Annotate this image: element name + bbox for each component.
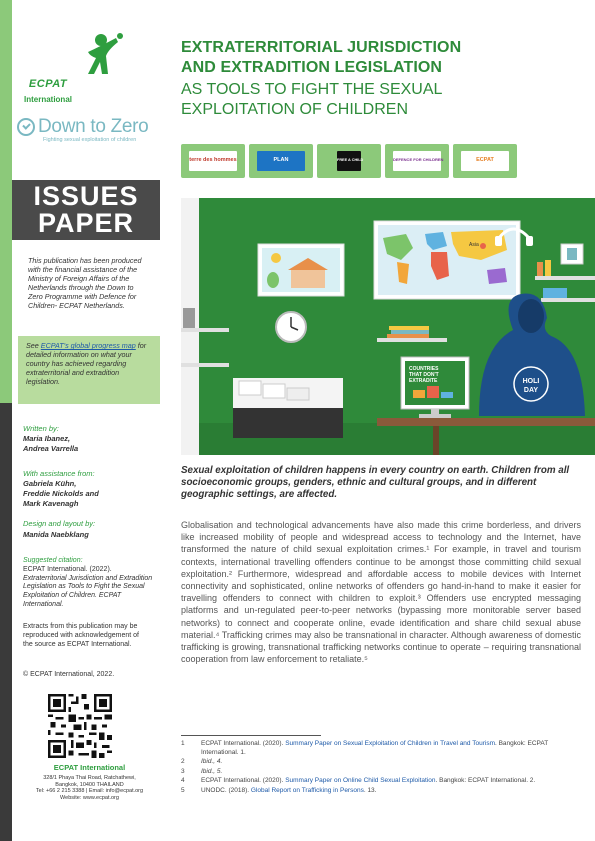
designer-name: Manida Naebklang (23, 530, 89, 539)
footnote-number: 5 (181, 786, 185, 794)
assistance-names (23, 479, 99, 509)
partner-free-a-child (317, 144, 381, 178)
contact-block (12, 765, 167, 802)
suggested-citation-label: Suggested citation: (23, 557, 83, 564)
footnote-pre: UNODC. (2018). (201, 786, 251, 794)
down-to-zero-title: Down to Zero (38, 116, 149, 137)
page-subtitle (181, 80, 442, 120)
footnote-post: . 13. (363, 786, 377, 794)
contributor-name: Freddie Nickolds and (23, 489, 99, 498)
hoodie-text: HOLI (522, 378, 540, 385)
house-picture-frame (258, 244, 344, 296)
progress-map-callout (18, 336, 160, 404)
intro-paragraph: Sexual exploitation of children happens in every country on earth. Children from all socioeconomic groups, genders, ethnic and cultural groups, and in different geographic settings, are affected. (181, 465, 570, 501)
contributor-name: Gabriela Kühn, (23, 479, 77, 488)
screen-text: THAT DON'T (409, 372, 439, 378)
partner-logo (393, 151, 444, 171)
contact-org-name: ECPAT International (53, 763, 126, 772)
contact-address: 328/1 Phaya Thai Road, Ratchathewi, (43, 774, 136, 781)
footnote-link[interactable]: Summary Paper on Online Child Sexual Exploitation (285, 777, 436, 785)
footnote-text (201, 787, 376, 796)
footnote-text (201, 777, 535, 786)
partner-ecpat (453, 144, 517, 178)
author-name: Maria Ibanez, (23, 434, 71, 443)
ecpat-logo-text: ECPAT (28, 78, 68, 90)
partner-label: terre des hommes (189, 157, 237, 163)
written-by-names (23, 434, 78, 454)
room-illustration (181, 198, 595, 455)
issues-paper-banner (12, 180, 160, 240)
partner-label: ECPAT (476, 157, 494, 163)
funding-note: This publication has been produced with the financial assistance of the Ministry of Foreign Affairs of the Netherlands through the Down to Zero Programme with Defence for Children- ECPAT Netherlands. (28, 256, 142, 310)
world-map-poster (374, 221, 520, 299)
global-progress-map-link[interactable]: ECPAT's global progress map (40, 341, 136, 350)
footnote (181, 768, 581, 777)
partner-logo (257, 151, 305, 171)
screen-text: COUNTRIES (409, 366, 439, 372)
down-to-zero-tagline: Fighting sexual exploitation of children (43, 137, 137, 143)
footnote-number: 1 (181, 740, 185, 747)
footnote-divider (181, 735, 321, 736)
wall-clock-icon (276, 312, 306, 342)
issues-label: ISSUES (33, 181, 139, 211)
down-to-zero-logo (17, 116, 177, 146)
footnote-number: 2 (181, 758, 185, 766)
footnote-number: 3 (181, 767, 185, 775)
extracts-note: Extracts from this publication may be reproduced with acknowledgement of the source as ECPAT International. (23, 623, 139, 648)
paper-label: PAPER (37, 208, 135, 238)
subtitle-line: AS TOOLS TO FIGHT THE SEXUAL (181, 81, 443, 98)
screen-text: EXTRADITE (409, 378, 438, 384)
footnote (181, 740, 581, 757)
contact-website: Website: www.ecpat.org (60, 795, 119, 802)
suggested-citation (23, 557, 158, 610)
copyright: © ECPAT International, 2022. (23, 671, 115, 678)
map-label: Asia (469, 242, 479, 248)
partner-label: DEFENCE FOR CHILDREN (393, 157, 444, 162)
qr-code-icon[interactable] (48, 694, 112, 758)
bed (233, 378, 343, 438)
contributor-name: Mark Kavenagh (23, 499, 79, 508)
footnote-link[interactable]: Summary Paper on Sexual Exploitation of Children in Travel and Tourism (285, 740, 495, 747)
footnote-post: . Bangkok: ECPAT International. 2. (435, 777, 536, 785)
footnote-post: . Bangkok: ECPAT International. 1. (201, 740, 549, 756)
callout-see: See (26, 341, 39, 350)
title-line: AND EXTRADITION LEGISLATION (181, 59, 443, 76)
callout-rest: for detailed information on what your country has achieved regarding extraterritorial and extradition legislation. (26, 341, 147, 386)
citation-title: Extraterritorial Jurisdiction and Extradition Legislation as Tools to Fight the Sexual Exploitation of Children. ECPAT International. (23, 574, 153, 608)
footnote-text: Ibid., 4. (201, 758, 223, 766)
left-accent-strip-gray (0, 403, 12, 841)
hoodie-text: DAY (523, 387, 539, 394)
partner-terre-des-hommes (181, 144, 245, 178)
partner-logo (461, 151, 509, 171)
contact-city: Bangkok, 10400 THAILAND (55, 781, 124, 788)
footnote (181, 777, 581, 786)
page-title (181, 38, 461, 78)
footnotes (181, 740, 581, 797)
author-name: Andrea Varrella (23, 444, 79, 453)
partner-plan (249, 144, 313, 178)
footnote (181, 787, 581, 796)
citation-line: ECPAT International. (2022). (23, 565, 112, 573)
footnote (181, 758, 581, 767)
written-by-label: Written by: (23, 424, 59, 433)
footnote-pre: ECPAT International. (2020). (201, 777, 286, 785)
partner-logo (337, 151, 364, 171)
footnote-text (201, 740, 581, 757)
ecpat-logo-subtext: International (23, 95, 72, 104)
footnote-pre: ECPAT International. (2020). (201, 740, 286, 747)
left-accent-strip-green (0, 0, 12, 403)
partner-label: PLAN (273, 157, 289, 163)
title-line: EXTRATERRITORIAL JURISDICTION (181, 39, 462, 56)
partner-logos (181, 144, 517, 178)
down-to-zero-check-icon (17, 118, 35, 136)
design-label: Design and layout by: (23, 519, 96, 528)
partner-label: FREE A CHILD (337, 158, 364, 162)
subtitle-line: EXPLOITATION OF CHILDREN (181, 101, 408, 118)
footnote-text: Ibid., 5. (201, 767, 223, 775)
assistance-label: With assistance from: (23, 469, 95, 478)
partner-logo (189, 151, 237, 171)
footnote-number: 4 (181, 777, 185, 785)
contact-tel-email: Tel: +66 2 215 3388 | Email: info@ecpat.org (35, 788, 144, 795)
body-paragraph: Globalisation and technological advancements have also made this crime borderless, and drivers like increased mobility of people and widespread access to technology and the Internet, have transformed the nature of child sexual exploitation crimes.¹ For example, in travel and tourism contexts, international travelling offenders continue to be amongst those committing child sexual exploitation.² Furthermore, widespread and affordable access to mobile devices with Internet connectivity and sophisticated, online networks of offenders go hand-in-hand to make it easier for travelling offenders to connect with children to exploit.³ Offenders use encrypted messaging platforms and un-regulated peer-to-peer networks (bypassing more monitorable server based networks) to connect and cooperate online, evade identification and share child sexual abuse material.⁴ Trafficking crimes may also be transnational in character. Although awareness of domestic trafficking is growing, transnational trafficking networks continue to operate – requiring transnational cooperation from law enforcement to retaliate.⁵ (181, 520, 581, 665)
partner-defence-for-children (385, 144, 449, 178)
footnote-link[interactable]: Global Report on Trafficking in Persons (250, 786, 364, 794)
